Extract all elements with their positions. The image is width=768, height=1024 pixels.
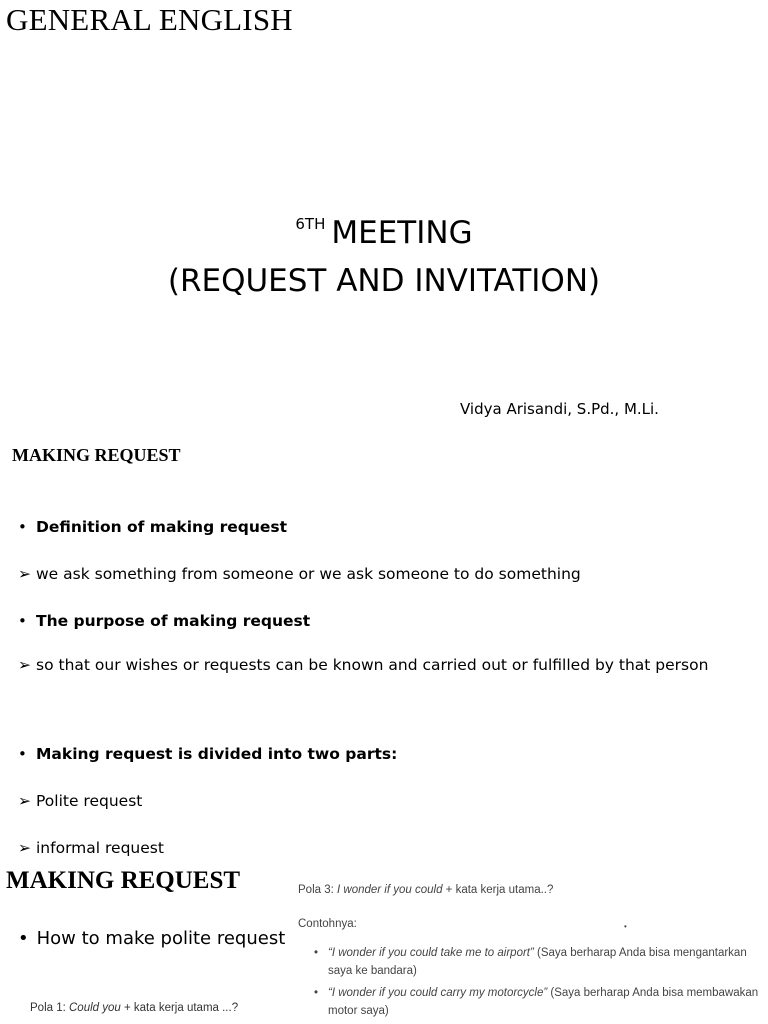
pola-1-italic: Could you [69,1002,121,1014]
pola-3-line [298,884,553,896]
slide-title: GENERAL ENGLISH [6,2,293,37]
bullet-icon: • [18,518,27,536]
list-item-text: Definition of making request [36,518,287,536]
example-italic: “I wonder if you could take me to airport” [328,947,534,959]
list-item-text: Polite request [36,792,143,810]
polite-request-bullet [18,928,285,949]
pola-3-suffix: + kata kerja utama..? [442,884,554,896]
section-heading: MAKING REQUEST [12,445,181,465]
author-name: Vidya Arisandi, S.Pd., M.Li. [460,400,659,418]
bullet-icon: • [314,987,319,999]
arrow-bullet-icon: ➢ [18,565,31,583]
list-item [18,732,758,779]
list-item [18,599,758,646]
arrow-bullet-icon: ➢ [18,656,31,674]
embedded-screenshot [296,878,766,1024]
pola-1-prefix: Pola 1: [30,1002,69,1014]
meeting-superscript: 6TH [295,215,326,233]
list-item-text: so that our wishes or requests can be known and carried out or fulfilled by that person [36,656,709,674]
dot-icon: • [624,922,627,931]
contoh-label: Contohnya: [298,918,357,930]
list-item-text: The purpose of making request [36,612,311,630]
list-item-text: we ask something from someone or we ask someone to do something [36,565,581,583]
example-item [310,944,762,980]
arrow-bullet-icon: ➢ [18,839,31,857]
bullet-text: How to make polite request [36,928,286,949]
list-item [18,826,758,873]
pola-1-suffix: + kata kerja utama ...? [120,1002,239,1014]
pola-1-line [30,1002,238,1014]
example-translation: (Saya berharap Anda bisa mengantarkan saya ke bandara) [328,947,747,977]
example-italic: “I wonder if you could carry my motorcycle” [328,987,548,999]
meeting-line-2: (REQUEST AND INVITATION) [167,263,601,299]
bullet-icon: • [18,612,27,630]
bullet-icon: • [314,947,319,959]
example-translation: (Saya berharap Anda bisa membawakan motor saya) [328,987,759,1017]
meeting-line-1 [0,200,768,257]
list-item [18,779,758,826]
request-list [18,505,758,873]
list-item [18,552,758,599]
section-heading-2: MAKING REQUEST [6,867,241,894]
bullet-icon: • [18,745,27,763]
pola-3-prefix: Pola 3: [298,884,337,896]
meeting-title [0,200,768,305]
example-list [310,944,762,1024]
example-item [310,984,762,1020]
list-item-text: Making request is divided into two parts: [36,745,398,763]
list-item [18,646,758,732]
list-item [18,505,758,552]
arrow-bullet-icon: ➢ [18,792,31,810]
list-item-text: informal request [36,839,164,857]
bullet-icon: • [18,928,29,949]
meeting-word: MEETING [331,215,473,251]
pola-3-italic: I wonder if you could [337,884,443,896]
